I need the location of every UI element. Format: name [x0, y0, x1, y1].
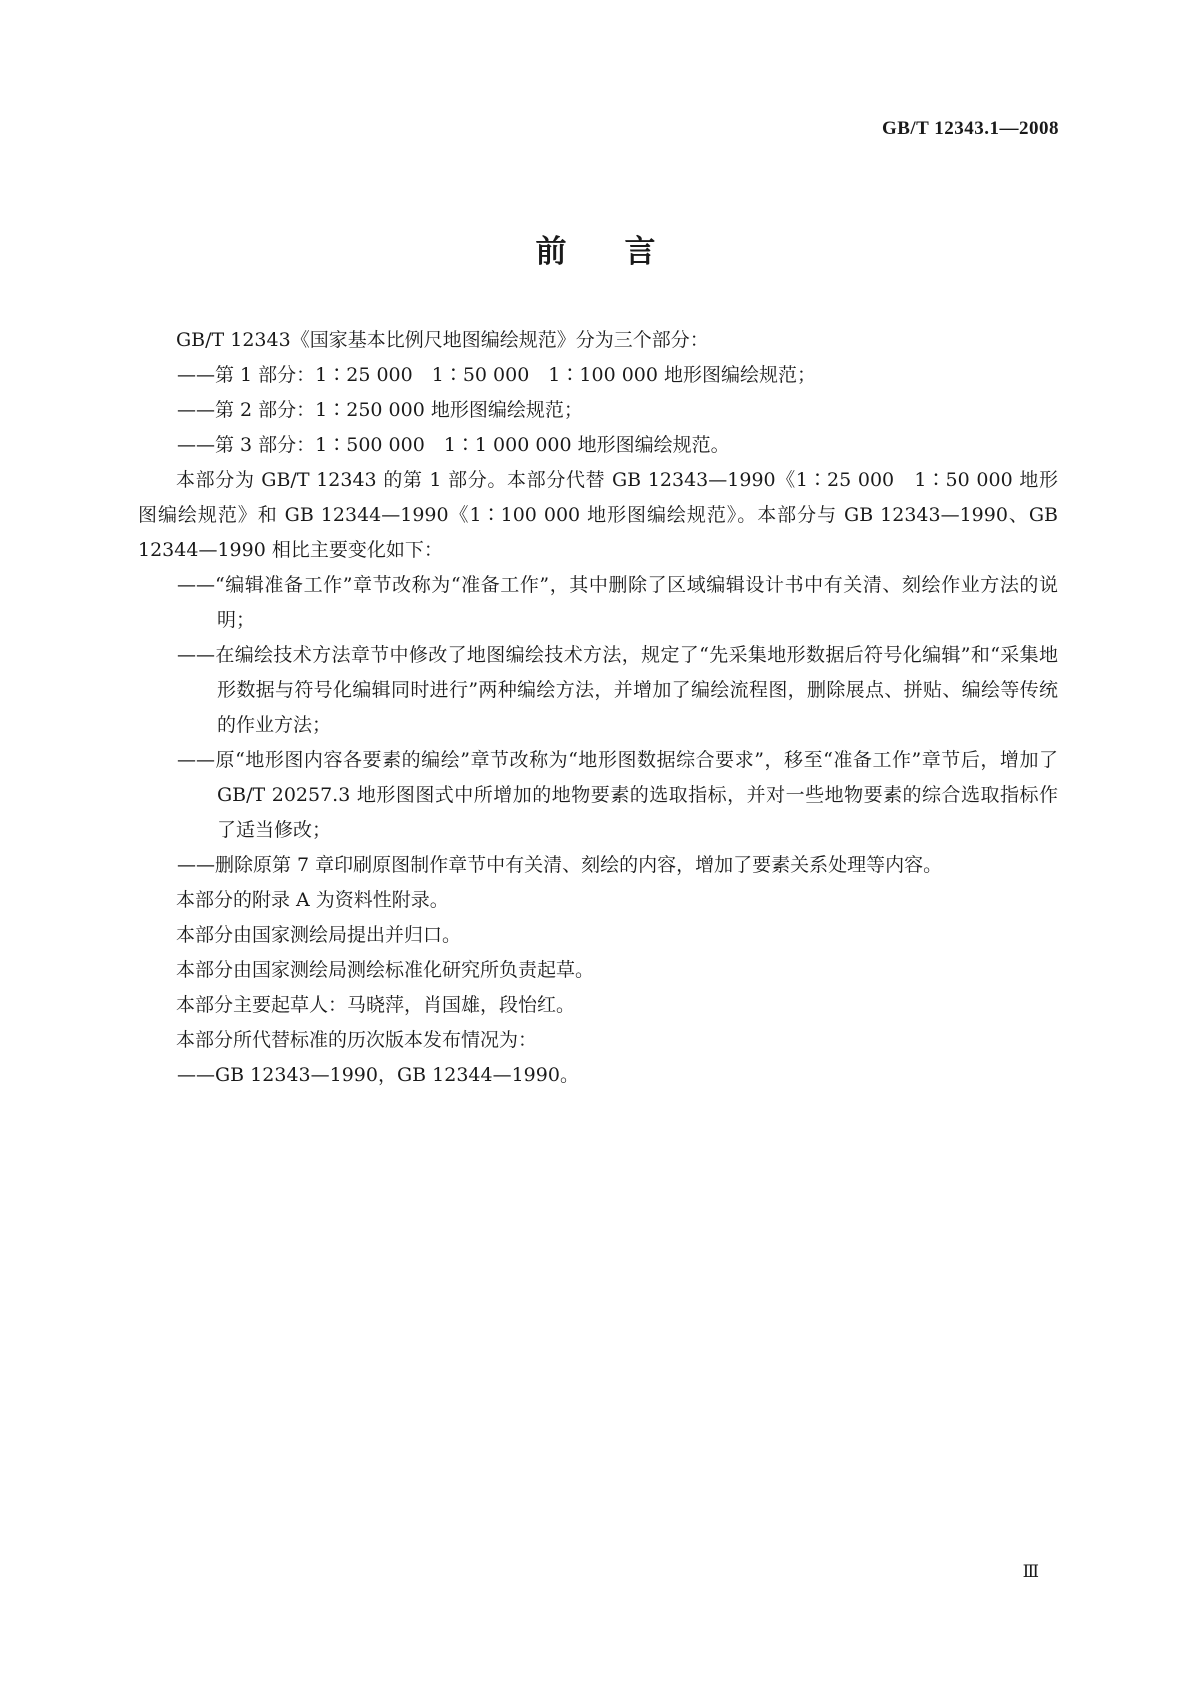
paragraph-history: 本部分所代替标准的历次版本发布情况为： [176, 1029, 538, 1051]
list-item-part-1: ——第 1 部分：1∶25 000 1∶50 000 1∶100 000 地形图编绘规范； [177, 364, 817, 386]
list-item-change-2: ——在编绘技术方法章节中修改了地图编绘技术方法，规定了“先采集地形数据后符号化编辑”和“采集地形数据与符号化编辑同时进行”两种编绘方法，并增加了编绘流程图，删除展点、拼贴、编绘等传统的作业方法； [177, 644, 1058, 736]
foreword-body [138, 323, 1058, 1093]
paragraph-replacement: 本部分为 GB/T 12343 的第 1 部分。本部分代替 GB 12343—1990《1∶25 000 1∶50 000 地形图编绘规范》和 GB 12344—1990《1∶100 000 地形图编绘规范》。本部分与 GB 12343—1990、GB 12344—1990 相比主要变化如下： [138, 469, 1058, 561]
paragraph-drafter-org: 本部分由国家测绘局测绘标准化研究所负责起草。 [176, 959, 595, 981]
paragraph-appendix: 本部分的附录 A 为资料性附录。 [176, 889, 449, 911]
standard-number: GB/T 12343.1—2008 [881, 118, 1059, 139]
list-item-part-2: ——第 2 部分：1∶250 000 地形图编绘规范； [177, 399, 583, 421]
paragraph-intro: GB/T 12343《国家基本比例尺地图编绘规范》分为三个部分： [176, 329, 709, 351]
page-number: Ⅲ [1022, 1562, 1039, 1581]
paragraph-proposer: 本部分由国家测绘局提出并归口。 [176, 924, 462, 946]
list-item-change-3: ——原“地形图内容各要素的编绘”章节改称为“地形图数据综合要求”，移至“准备工作”章节后，增加了 GB/T 20257.3 地形图图式中所增加的地物要素的选取指标，并对一些地物要素的综合选取指标作了适当修改； [177, 749, 1058, 841]
page-title: 前言 [535, 234, 714, 270]
list-item-history: ——GB 12343—1990，GB 12344—1990。 [177, 1064, 579, 1086]
paragraph-drafters: 本部分主要起草人：马晓萍，肖国雄，段怡红。 [176, 994, 576, 1016]
list-item-change-4: ——删除原第 7 章印刷原图制作章节中有关清、刻绘的内容，增加了要素关系处理等内容。 [177, 854, 943, 876]
list-item-part-3: ——第 3 部分：1∶500 000 1∶1 000 000 地形图编绘规范。 [177, 434, 730, 456]
list-item-change-1: ——“编辑准备工作”章节改称为“准备工作”，其中删除了区域编辑设计书中有关清、刻绘作业方法的说明； [177, 574, 1058, 631]
